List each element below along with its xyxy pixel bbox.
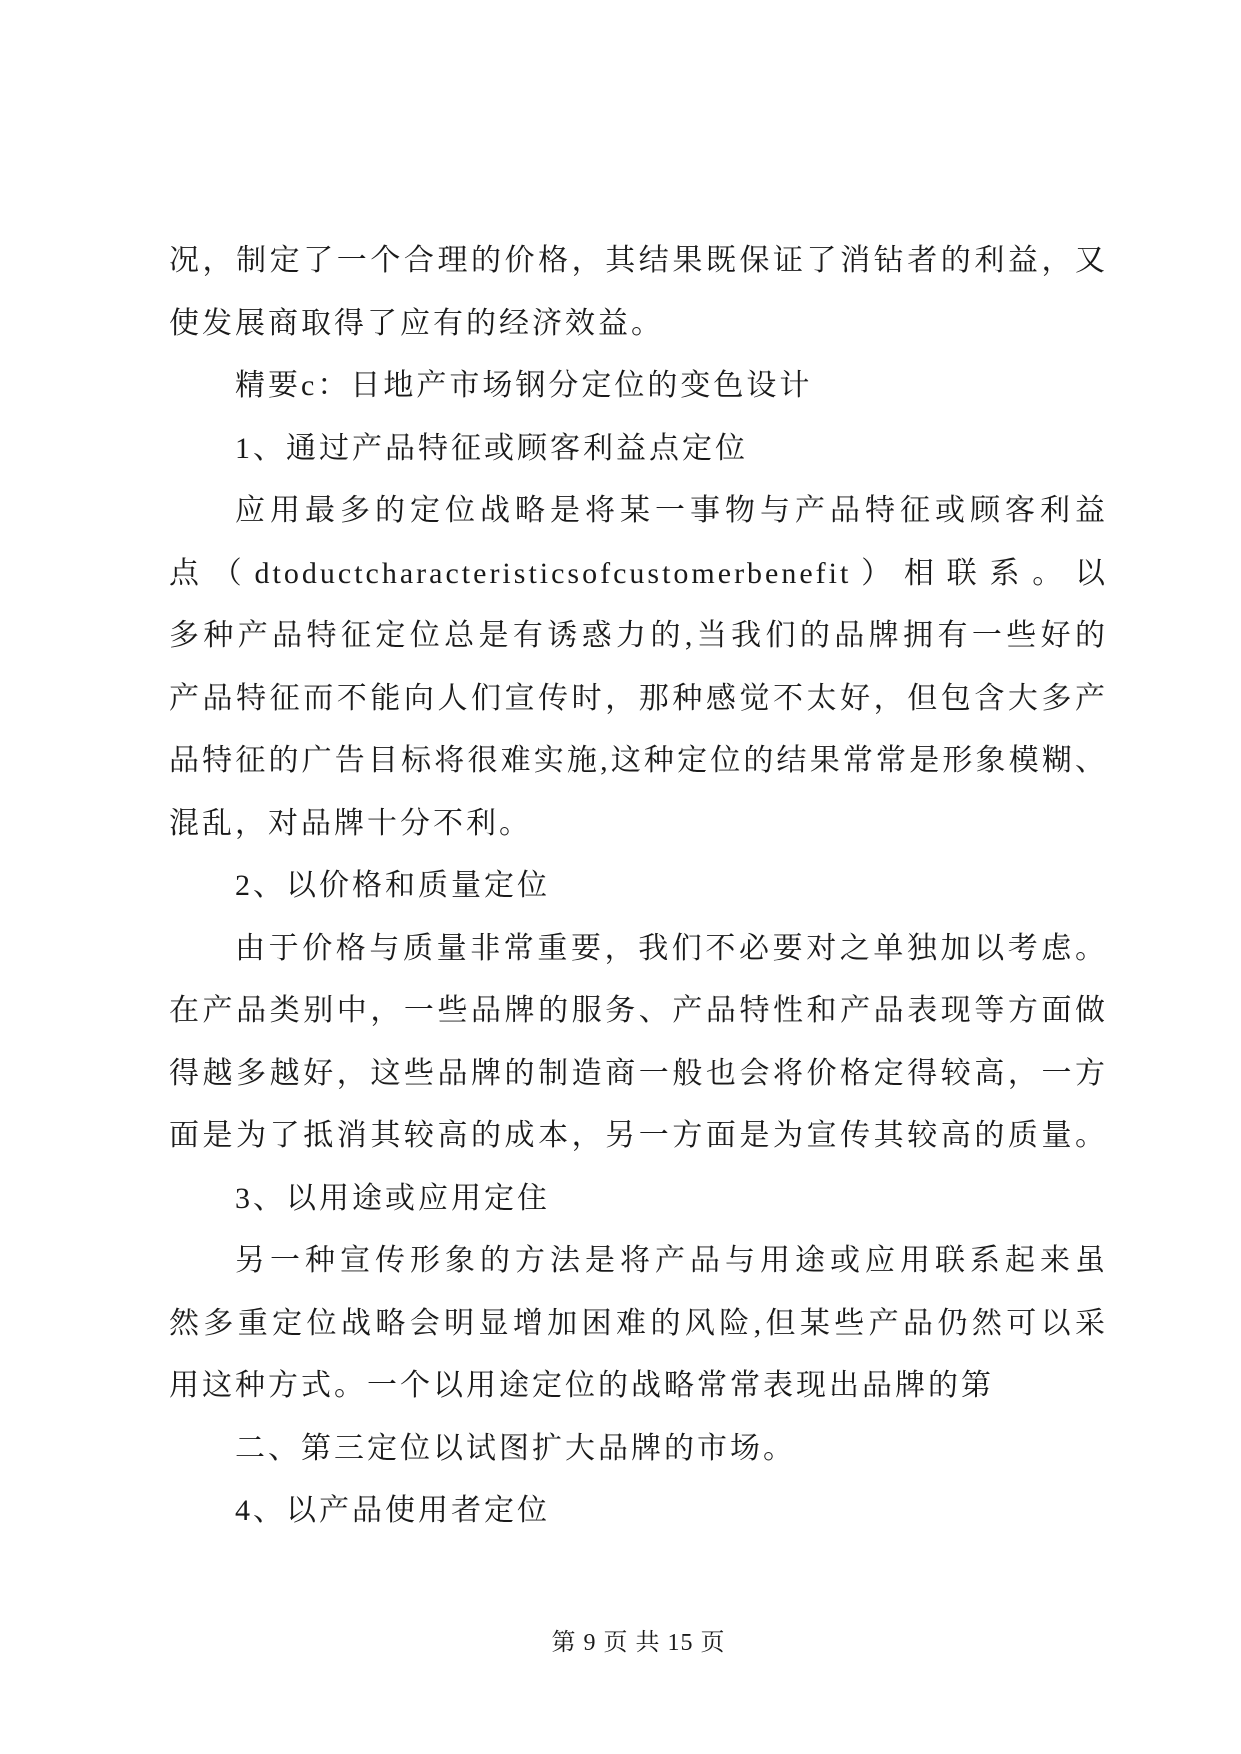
text-line: 二、第三定位以试图扩大品牌的市场。 xyxy=(235,1431,796,1465)
text-line: 点（dtoductcharacteristicsofcustomerbenefit）相联系。以 xyxy=(169,556,1108,590)
section-heading: 精要c：日地产市场钢分定位的变色设计 xyxy=(235,369,813,402)
subsection-heading: 2、以价格和质量定位 xyxy=(235,869,550,902)
text-line: 在产品类别中，一些品牌的服务、产品特性和产品表现等方面做 xyxy=(169,994,1108,1027)
text-line: 用这种方式。一个以用途定位的战略常常表现出品牌的第 xyxy=(169,1369,994,1402)
text-line: 况，制定了一个合理的价格，其结果既保证了消钻者的利益，又 xyxy=(169,244,1108,277)
page-number-footer: 第 9 页 共 15 页 xyxy=(551,1630,726,1656)
text-line: 使发展商取得了应有的经济效益。 xyxy=(169,306,664,340)
text-line: 另一种宣传形象的方法是将产品与用途或应用联系起来虽 xyxy=(235,1244,1108,1277)
subsection-heading: 4、以产品使用者定位 xyxy=(235,1494,550,1527)
subsection-heading: 1、通过产品特征或顾客利益点定位 xyxy=(235,431,748,465)
text-line: 由于价格与质量非常重要，我们不必要对之单独加以考虑。 xyxy=(235,931,1108,965)
text-line: 面是为了抵消其较高的成本，另一方面是为宣传其较高的质量。 xyxy=(169,1119,1108,1152)
body-text xyxy=(169,230,1108,1543)
subsection-heading: 3、以用途或应用定住 xyxy=(235,1181,550,1215)
text-line: 品特征的广告目标将很难实施,这种定位的结果常常是形象模糊、 xyxy=(169,744,1108,777)
text-line: 多种产品特征定位总是有诱惑力的,当我们的品牌拥有一些好的 xyxy=(169,619,1108,652)
text-line: 然多重定位战略会明显增加困难的风险,但某些产品仍然可以采 xyxy=(169,1306,1108,1340)
text-line: 得越多越好，这些品牌的制造商一般也会将价格定得较高，一方 xyxy=(169,1056,1108,1090)
text-line: 混乱，对品牌十分不利。 xyxy=(169,806,532,840)
text-line: 产品特征而不能向人们宣传时，那种感觉不太好，但包含大多产 xyxy=(169,681,1108,715)
text-line: 应用最多的定位战略是将某一事物与产品特征或顾客利益 xyxy=(235,494,1108,527)
